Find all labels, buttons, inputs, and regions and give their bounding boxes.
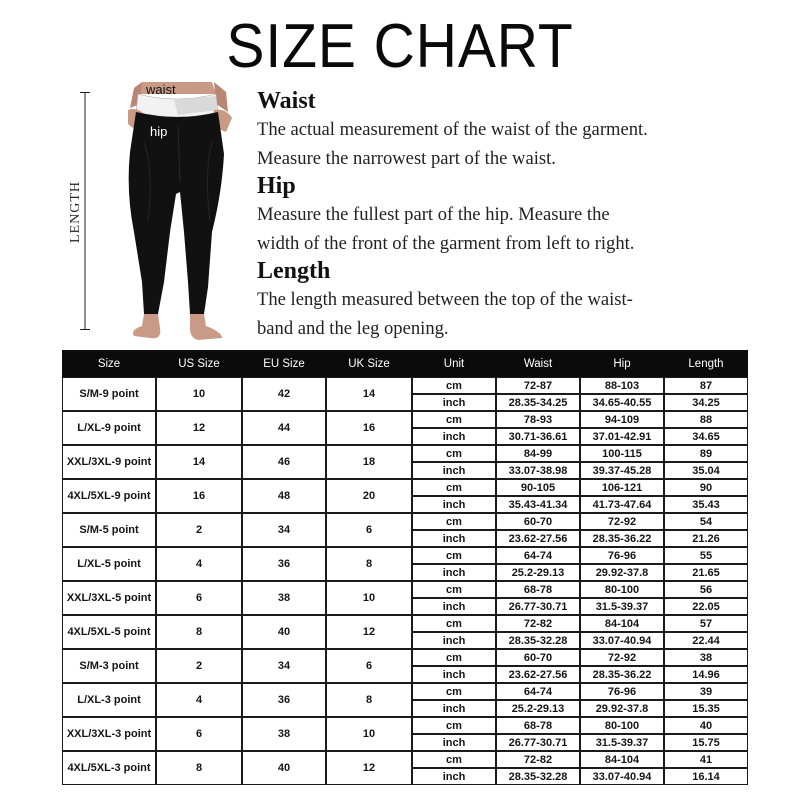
hip-description	[257, 171, 777, 258]
length-cell: 38	[664, 649, 748, 666]
unit-cell: cm	[412, 581, 496, 598]
length-heading: Length	[257, 258, 331, 284]
length-cell: 15.35	[664, 700, 748, 717]
header-us-size: US Size	[156, 350, 242, 377]
waist-cell: 60-70	[496, 513, 580, 530]
length-cell: 54	[664, 513, 748, 530]
waist-cell: 68-78	[496, 581, 580, 598]
size-table	[62, 350, 748, 785]
us-size-cell: 8	[156, 615, 242, 649]
eu-size-cell: 46	[242, 445, 326, 479]
length-cell: 57	[664, 615, 748, 632]
hip-line-1: Measure the fullest part of the hip. Measure the	[257, 204, 610, 225]
length-line-1: The length measured between the top of the waist-	[257, 289, 633, 310]
eu-size-cell: 38	[242, 717, 326, 751]
size-cell: 4XL/5XL-9 point	[62, 479, 156, 513]
unit-cell: inch	[412, 632, 496, 649]
waist-line-2: Measure the narrowest part of the waist.	[257, 147, 556, 169]
unit-cell: inch	[412, 496, 496, 513]
hip-cell: 37.01-42.91	[580, 428, 664, 445]
header-waist: Waist	[496, 350, 580, 377]
waist-cell: 33.07-38.98	[496, 462, 580, 479]
hip-cell: 80-100	[580, 581, 664, 598]
waist-cell: 26.77-30.71	[496, 598, 580, 615]
hip-cell: 84-104	[580, 615, 664, 632]
length-cell: 55	[664, 547, 748, 564]
us-size-cell: 2	[156, 513, 242, 547]
us-size-cell: 4	[156, 683, 242, 717]
unit-cell: cm	[412, 615, 496, 632]
hip-cell: 34.65-40.55	[580, 394, 664, 411]
length-description	[257, 256, 777, 343]
size-cell: 4XL/5XL-5 point	[62, 615, 156, 649]
length-cell: 89	[664, 445, 748, 462]
waist-cell: 64-74	[496, 683, 580, 700]
unit-cell: cm	[412, 411, 496, 428]
length-cell: 56	[664, 581, 748, 598]
table-row	[62, 649, 748, 666]
hip-cell: 84-104	[580, 751, 664, 768]
hip-cell: 76-96	[580, 547, 664, 564]
table-row	[62, 751, 748, 768]
size-cell: L/XL-3 point	[62, 683, 156, 717]
size-cell: 4XL/5XL-3 point	[62, 751, 156, 785]
header-uk-size: UK Size	[326, 350, 412, 377]
hip-cell: 28.35-36.22	[580, 666, 664, 683]
hip-cell: 76-96	[580, 683, 664, 700]
unit-cell: inch	[412, 564, 496, 581]
us-size-cell: 6	[156, 717, 242, 751]
size-cell: S/M-3 point	[62, 649, 156, 683]
waist-cell: 72-87	[496, 377, 580, 394]
unit-cell: cm	[412, 513, 496, 530]
eu-size-cell: 44	[242, 411, 326, 445]
waist-cell: 60-70	[496, 649, 580, 666]
us-size-cell: 16	[156, 479, 242, 513]
hip-cell: 33.07-40.94	[580, 768, 664, 785]
eu-size-cell: 48	[242, 479, 326, 513]
uk-size-cell: 18	[326, 445, 412, 479]
waist-cell: 64-74	[496, 547, 580, 564]
table-row	[62, 581, 748, 598]
unit-cell: inch	[412, 700, 496, 717]
us-size-cell: 6	[156, 581, 242, 615]
hip-cell: 33.07-40.94	[580, 632, 664, 649]
us-size-cell: 14	[156, 445, 242, 479]
size-cell: S/M-5 point	[62, 513, 156, 547]
table-row	[62, 547, 748, 564]
unit-cell: inch	[412, 734, 496, 751]
table-row	[62, 479, 748, 496]
us-size-cell: 2	[156, 649, 242, 683]
uk-size-cell: 8	[326, 683, 412, 717]
eu-size-cell: 34	[242, 513, 326, 547]
size-cell: L/XL-5 point	[62, 547, 156, 581]
length-cell: 41	[664, 751, 748, 768]
hip-cell: 72-92	[580, 513, 664, 530]
waist-cell: 90-105	[496, 479, 580, 496]
hip-cell: 28.35-36.22	[580, 530, 664, 547]
table-row	[62, 513, 748, 530]
uk-size-cell: 20	[326, 479, 412, 513]
unit-cell: inch	[412, 462, 496, 479]
us-size-cell: 4	[156, 547, 242, 581]
uk-size-cell: 10	[326, 581, 412, 615]
unit-cell: cm	[412, 445, 496, 462]
hip-cell: 72-92	[580, 649, 664, 666]
waist-cell: 25.2-29.13	[496, 564, 580, 581]
uk-size-cell: 14	[326, 377, 412, 411]
eu-size-cell: 40	[242, 751, 326, 785]
eu-size-cell: 36	[242, 547, 326, 581]
unit-cell: cm	[412, 717, 496, 734]
waist-description	[257, 86, 777, 173]
header-unit: Unit	[412, 350, 496, 377]
length-cell: 16.14	[664, 768, 748, 785]
waist-cell: 23.62-27.56	[496, 530, 580, 547]
length-cell: 14.96	[664, 666, 748, 683]
table-row	[62, 717, 748, 734]
length-cell: 35.43	[664, 496, 748, 513]
length-label: LENGTH	[68, 181, 83, 243]
leggings-model-image	[104, 82, 254, 344]
waist-cell: 72-82	[496, 615, 580, 632]
waist-cell: 23.62-27.56	[496, 666, 580, 683]
length-cell: 35.04	[664, 462, 748, 479]
unit-cell: cm	[412, 479, 496, 496]
waist-heading: Waist	[257, 88, 316, 114]
unit-cell: inch	[412, 768, 496, 785]
unit-cell: cm	[412, 377, 496, 394]
size-cell: S/M-9 point	[62, 377, 156, 411]
length-cell: 40	[664, 717, 748, 734]
length-cell: 34.65	[664, 428, 748, 445]
hip-cell: 80-100	[580, 717, 664, 734]
hip-cell: 41.73-47.64	[580, 496, 664, 513]
length-cell: 21.26	[664, 530, 748, 547]
eu-size-cell: 38	[242, 581, 326, 615]
size-cell: XXL/3XL-5 point	[62, 581, 156, 615]
eu-size-cell: 40	[242, 615, 326, 649]
hip-line-2: width of the front of the garment from left to right.	[257, 232, 635, 254]
table-row	[62, 615, 748, 632]
hip-cell: 39.37-45.28	[580, 462, 664, 479]
waist-cell: 28.35-34.25	[496, 394, 580, 411]
eu-size-cell: 34	[242, 649, 326, 683]
waist-cell: 28.35-32.28	[496, 768, 580, 785]
table-row	[62, 377, 748, 394]
hip-tag: hip	[150, 124, 168, 139]
hip-cell: 29.92-37.8	[580, 564, 664, 581]
eu-size-cell: 42	[242, 377, 326, 411]
eu-size-cell: 36	[242, 683, 326, 717]
waist-line-1: The actual measurement of the waist of the garment.	[257, 119, 648, 140]
length-cell: 34.25	[664, 394, 748, 411]
hip-cell: 106-121	[580, 479, 664, 496]
table-header-row	[62, 350, 748, 377]
page-title: SIZE CHART	[226, 12, 574, 81]
header-hip: Hip	[580, 350, 664, 377]
unit-cell: inch	[412, 394, 496, 411]
uk-size-cell: 6	[326, 513, 412, 547]
waist-cell: 30.71-36.61	[496, 428, 580, 445]
length-cell: 22.05	[664, 598, 748, 615]
table-row	[62, 683, 748, 700]
table-row	[62, 445, 748, 462]
length-cell: 39	[664, 683, 748, 700]
uk-size-cell: 8	[326, 547, 412, 581]
uk-size-cell: 10	[326, 717, 412, 751]
waist-cell: 78-93	[496, 411, 580, 428]
hip-heading: Hip	[257, 173, 296, 199]
unit-cell: inch	[412, 530, 496, 547]
waist-tag: waist	[146, 82, 176, 97]
waist-cell: 72-82	[496, 751, 580, 768]
table-body	[62, 377, 748, 785]
garment-illustration	[58, 82, 254, 344]
unit-cell: inch	[412, 598, 496, 615]
hip-cell: 31.5-39.37	[580, 734, 664, 751]
waist-cell: 25.2-29.13	[496, 700, 580, 717]
us-size-cell: 10	[156, 377, 242, 411]
uk-size-cell: 16	[326, 411, 412, 445]
waist-cell: 84-99	[496, 445, 580, 462]
size-cell: XXL/3XL-3 point	[62, 717, 156, 751]
size-table-container	[62, 350, 748, 785]
unit-cell: cm	[412, 683, 496, 700]
unit-cell: inch	[412, 428, 496, 445]
table-row	[62, 411, 748, 428]
uk-size-cell: 6	[326, 649, 412, 683]
uk-size-cell: 12	[326, 751, 412, 785]
waist-cell: 26.77-30.71	[496, 734, 580, 751]
unit-cell: cm	[412, 751, 496, 768]
hip-cell: 100-115	[580, 445, 664, 462]
header-length: Length	[664, 350, 748, 377]
length-cell: 15.75	[664, 734, 748, 751]
us-size-cell: 12	[156, 411, 242, 445]
header-size: Size	[62, 350, 156, 377]
unit-cell: cm	[412, 649, 496, 666]
unit-cell: cm	[412, 547, 496, 564]
length-cell: 90	[664, 479, 748, 496]
size-cell: L/XL-9 point	[62, 411, 156, 445]
unit-cell: inch	[412, 666, 496, 683]
hip-cell: 31.5-39.37	[580, 598, 664, 615]
hip-cell: 88-103	[580, 377, 664, 394]
length-cell: 21.65	[664, 564, 748, 581]
length-cell: 87	[664, 377, 748, 394]
length-line-2: band and the leg opening.	[257, 317, 449, 339]
measurement-descriptions	[257, 86, 777, 343]
us-size-cell: 8	[156, 751, 242, 785]
header-eu-size: EU Size	[242, 350, 326, 377]
hip-cell: 29.92-37.8	[580, 700, 664, 717]
waist-cell: 35.43-41.34	[496, 496, 580, 513]
size-cell: XXL/3XL-9 point	[62, 445, 156, 479]
length-cell: 88	[664, 411, 748, 428]
waist-cell: 28.35-32.28	[496, 632, 580, 649]
length-cell: 22.44	[664, 632, 748, 649]
uk-size-cell: 12	[326, 615, 412, 649]
hip-cell: 94-109	[580, 411, 664, 428]
waist-cell: 68-78	[496, 717, 580, 734]
